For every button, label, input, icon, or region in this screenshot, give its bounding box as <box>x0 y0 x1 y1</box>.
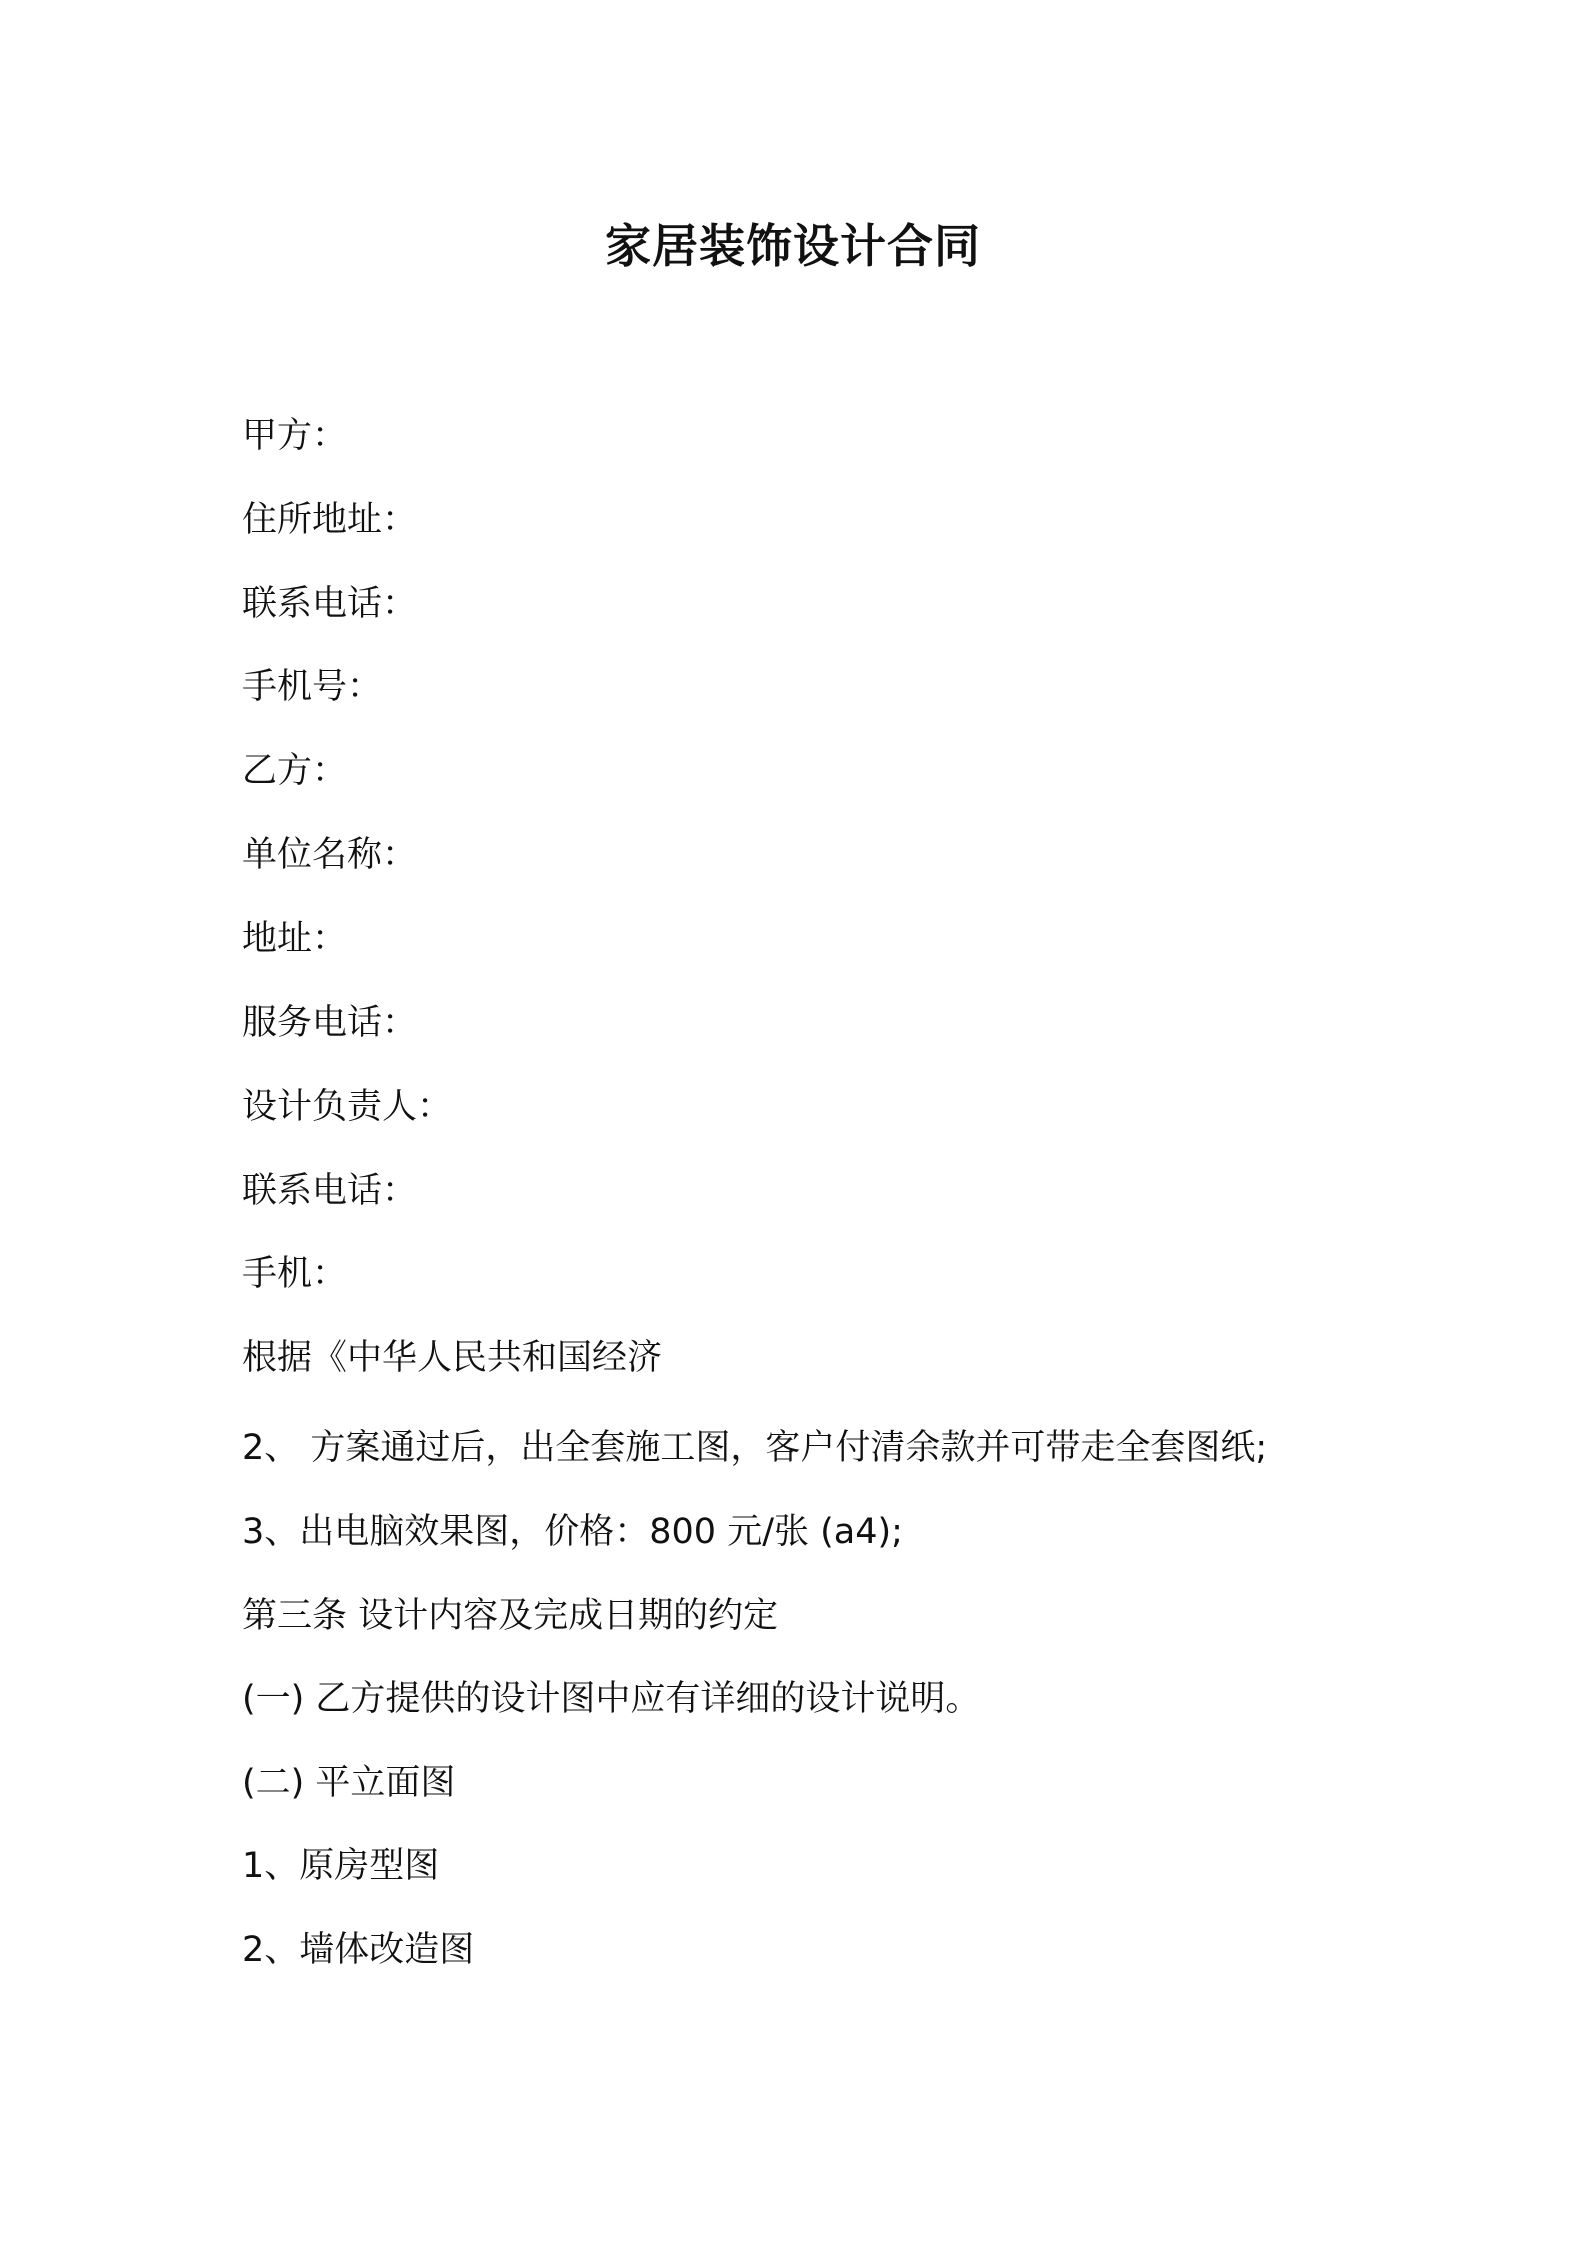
party-b-label: 乙方： <box>242 751 348 791</box>
party-b-mobile-label: 手机： <box>242 1254 348 1294</box>
party-a-mobile-label: 手机号： <box>242 667 383 707</box>
article-three-item-2: (二) 平立面图 <box>242 1763 456 1803</box>
article-three-heading: 第三条 设计内容及完成日期的约定 <box>242 1596 779 1636</box>
plan-list-item-2: 2、墙体改造图 <box>242 1930 475 1970</box>
legal-basis-text: 根据《中华人民共和国经济 <box>242 1338 663 1378</box>
article-three-item-1: (一) 乙方提供的设计图中应有详细的设计说明。 <box>242 1679 981 1719</box>
party-b-phone-label: 联系电话： <box>242 1171 418 1211</box>
party-a-phone-label: 联系电话： <box>242 584 418 624</box>
design-lead-label: 设计负责人： <box>242 1087 453 1127</box>
party-b-company-label: 单位名称： <box>242 835 418 875</box>
party-b-address-label: 地址： <box>242 919 348 959</box>
clause-item-2: 2、 方案通过后，出全套施工图，客户付清余款并可带走全套图纸; <box>242 1428 1268 1468</box>
clause-item-3: 3、出电脑效果图，价格：800 元/张 (a4); <box>242 1512 903 1552</box>
party-a-address-label: 住所地址： <box>242 500 418 540</box>
document-title: 家居装饰设计合同 <box>605 219 981 273</box>
plan-list-item-1: 1、原房型图 <box>242 1846 440 1886</box>
party-a-label: 甲方： <box>242 416 348 456</box>
party-b-service-phone-label: 服务电话： <box>242 1003 418 1043</box>
